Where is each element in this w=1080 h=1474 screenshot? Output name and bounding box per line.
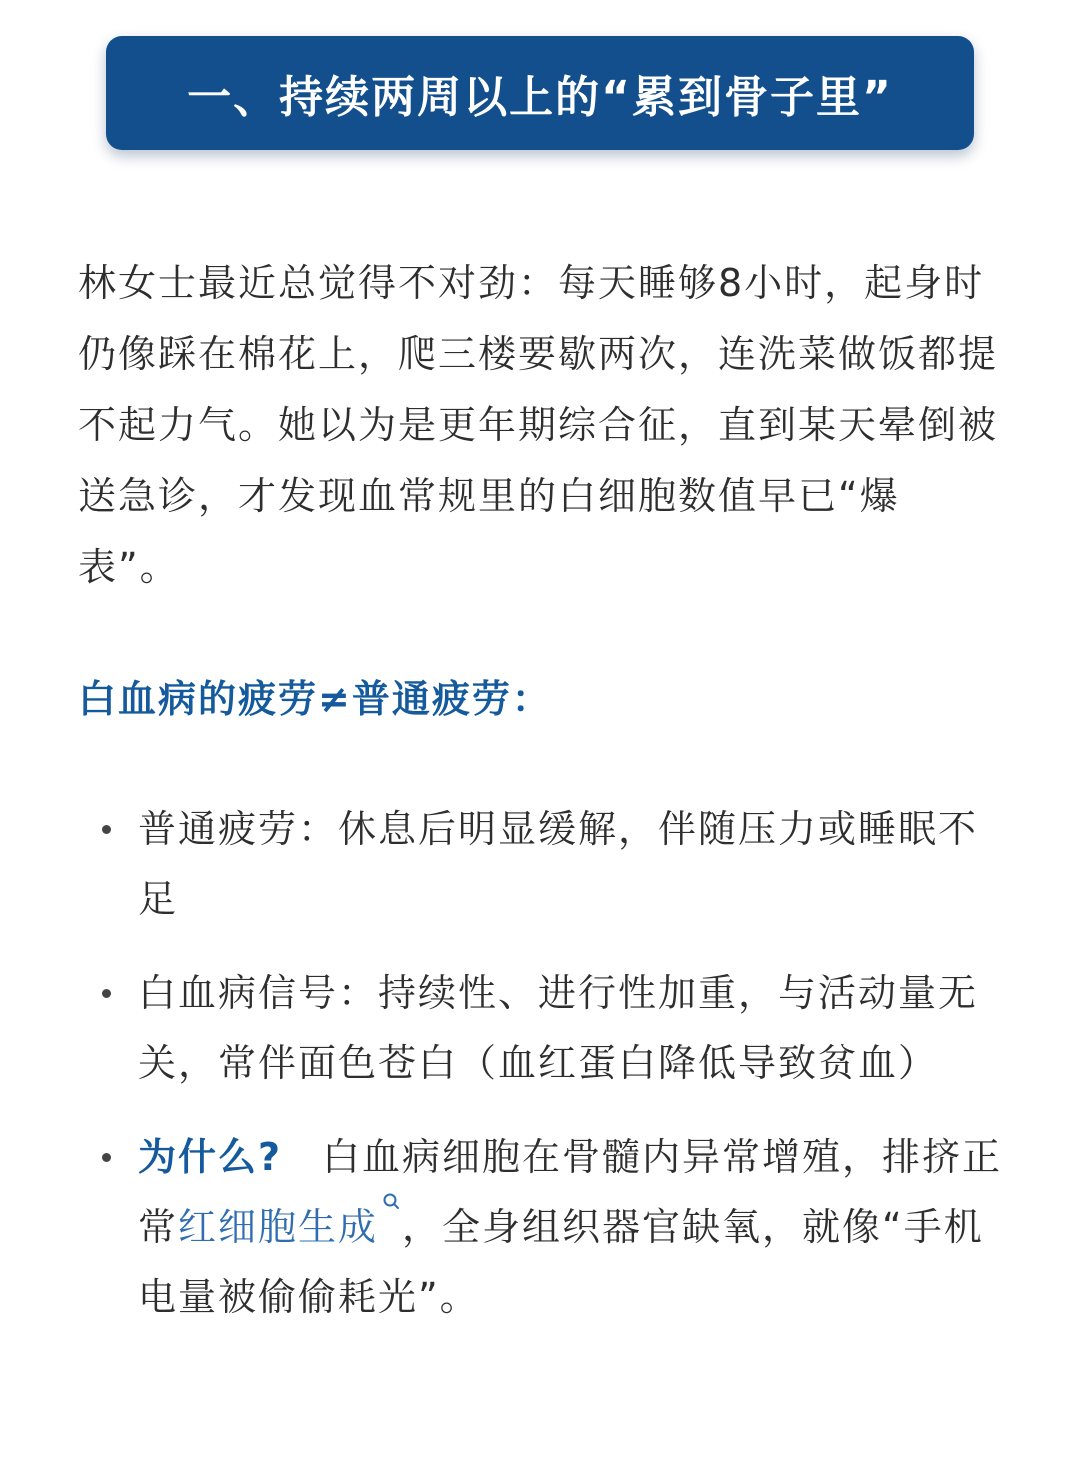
why-text-after: ，全身组织器官缺氧，就像“手机电量被偷偷耗光”。 bbox=[138, 1205, 984, 1319]
search-icon[interactable] bbox=[382, 1192, 402, 1222]
section-header-banner bbox=[106, 36, 974, 150]
bullet-dot bbox=[102, 989, 111, 998]
bullet-dot bbox=[102, 1153, 111, 1162]
section-title: 一、持续两周以上的“累到骨子里” bbox=[187, 72, 893, 123]
list-item-leukemia-signal bbox=[96, 958, 1006, 1098]
bullet-dot bbox=[102, 825, 111, 834]
list-item-text: 白血病信号：持续性、进行性加重，与活动量无关，常伴面色苍白（血红蛋白降低导致贫血） bbox=[138, 971, 979, 1085]
list-item-text: 普通疲劳：休息后明显缓解，伴随压力或睡眠不足 bbox=[138, 807, 979, 921]
intro-paragraph: 林女士最近总觉得不对劲：每天睡够8小时，起身时仍像踩在棉花上，爬三楼要歇两次，连洗菜做饭都提不起力气。她以为是更年期综合征，直到某天晕倒被送急诊，才发现血常规里的白细胞数值早已“爆表”。 bbox=[78, 261, 999, 589]
bullet-list bbox=[96, 794, 1006, 1356]
list-item-normal-fatigue bbox=[96, 794, 1006, 934]
why-text-before: 白血病细胞在骨髓内异常增殖，排挤正常 bbox=[138, 1135, 1003, 1249]
list-item-text bbox=[138, 1122, 1006, 1332]
list-item-why bbox=[96, 1122, 1006, 1332]
red-blood-cell-link[interactable]: 红细胞生成 bbox=[178, 1205, 379, 1249]
why-label: 为什么? bbox=[138, 1135, 283, 1179]
comparison-heading: 白血病的疲劳≠普通疲劳： bbox=[78, 677, 552, 721]
